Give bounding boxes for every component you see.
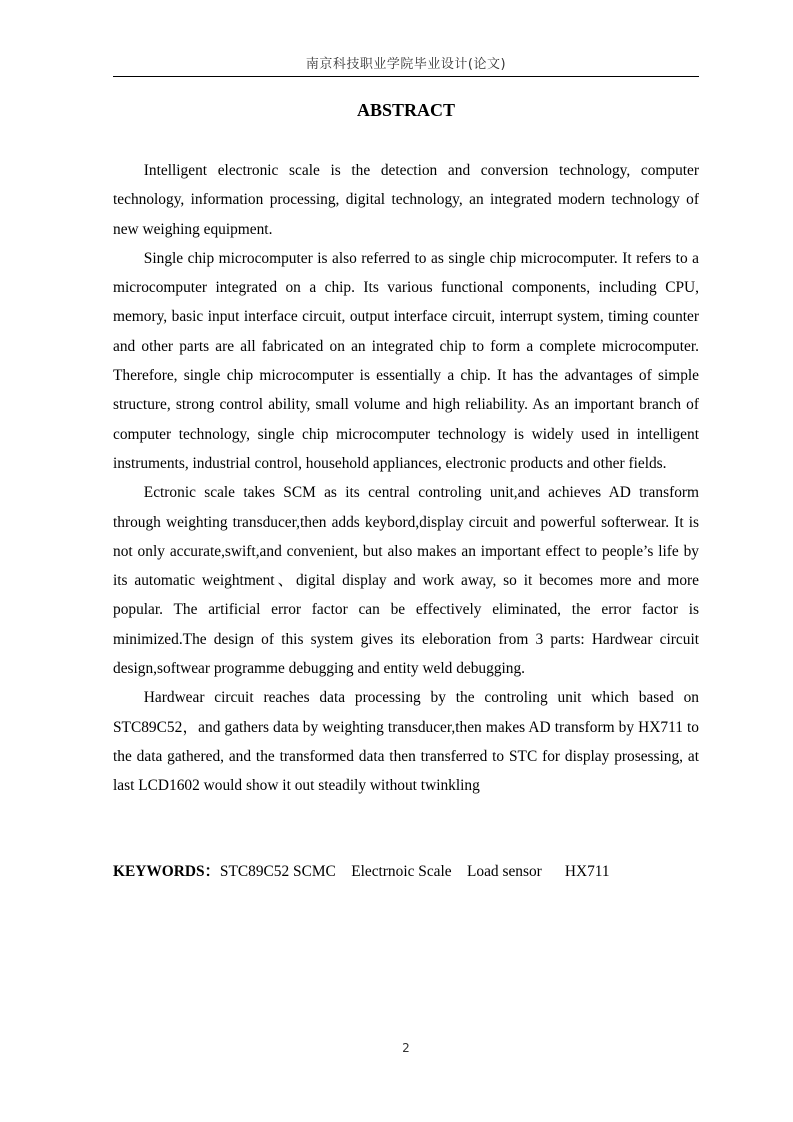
abstract-body <box>113 156 699 801</box>
page-number: 2 <box>402 1041 410 1055</box>
abstract-paragraph-2: Single chip microcomputer is also referred to as single chip microcomputer. It refers to a microcomputer integrated on a chip. Its various functional components, including CPU, memory, basic input interface circuit, output interface circuit, interrupt system, timing counter and other parts are all fabricated on an integrated chip to form a complete microcomputer. Therefore, single chip microcomputer is essentially a chip. It has the advantages of simple structure, strong control ability, small volume and high reliability. As an important branch of computer technology, single chip microcomputer technology is widely used in intelligent instruments, industrial control, household appliances, electronic products and other fields. <box>113 249 699 472</box>
keywords-line <box>113 861 699 883</box>
abstract-title: ABSTRACT <box>356 100 456 120</box>
abstract-paragraph-1: Intelligent electronic scale is the detection and conversion technology, computer technology, information processing, digital technology, an integrated modern technology of new weighing equipment. <box>113 162 699 238</box>
abstract-paragraph-3: Ectronic scale takes SCM as its central controling unit,and achieves AD transform through weighting transducer,then adds keybord,display circuit and powerful softerwear. It is not only accurate,swift,and convenient, but also makes an important effect to people’s life by its automatic weightment、digital display and work away, so it becomes more and more popular. The artificial error factor can be effectively eliminated, the error factor is minimized.The design of this system gives its eleboration from 3 parts: Hardwear circuit design,softwear programme debugging and entity weld debugging. <box>113 484 699 678</box>
keywords-list: STC89C52 SCMC Electrnoic Scale Load sensor HX711 <box>219 863 610 880</box>
keywords-label: KEYWORDS： <box>113 863 220 880</box>
page-header: 南京科技职业学院毕业设计(论文) <box>305 57 507 72</box>
header-rule <box>113 76 699 77</box>
abstract-paragraph-4: Hardwear circuit reaches data processing by the controling unit which based on STC89C52，and gathers data by weighting transducer,then makes AD transform by HX711 to the data gathered, and the transformed data then transferred to STC for display prosessing, at last LCD1602 would show it out steadily without twinkling <box>113 689 699 795</box>
